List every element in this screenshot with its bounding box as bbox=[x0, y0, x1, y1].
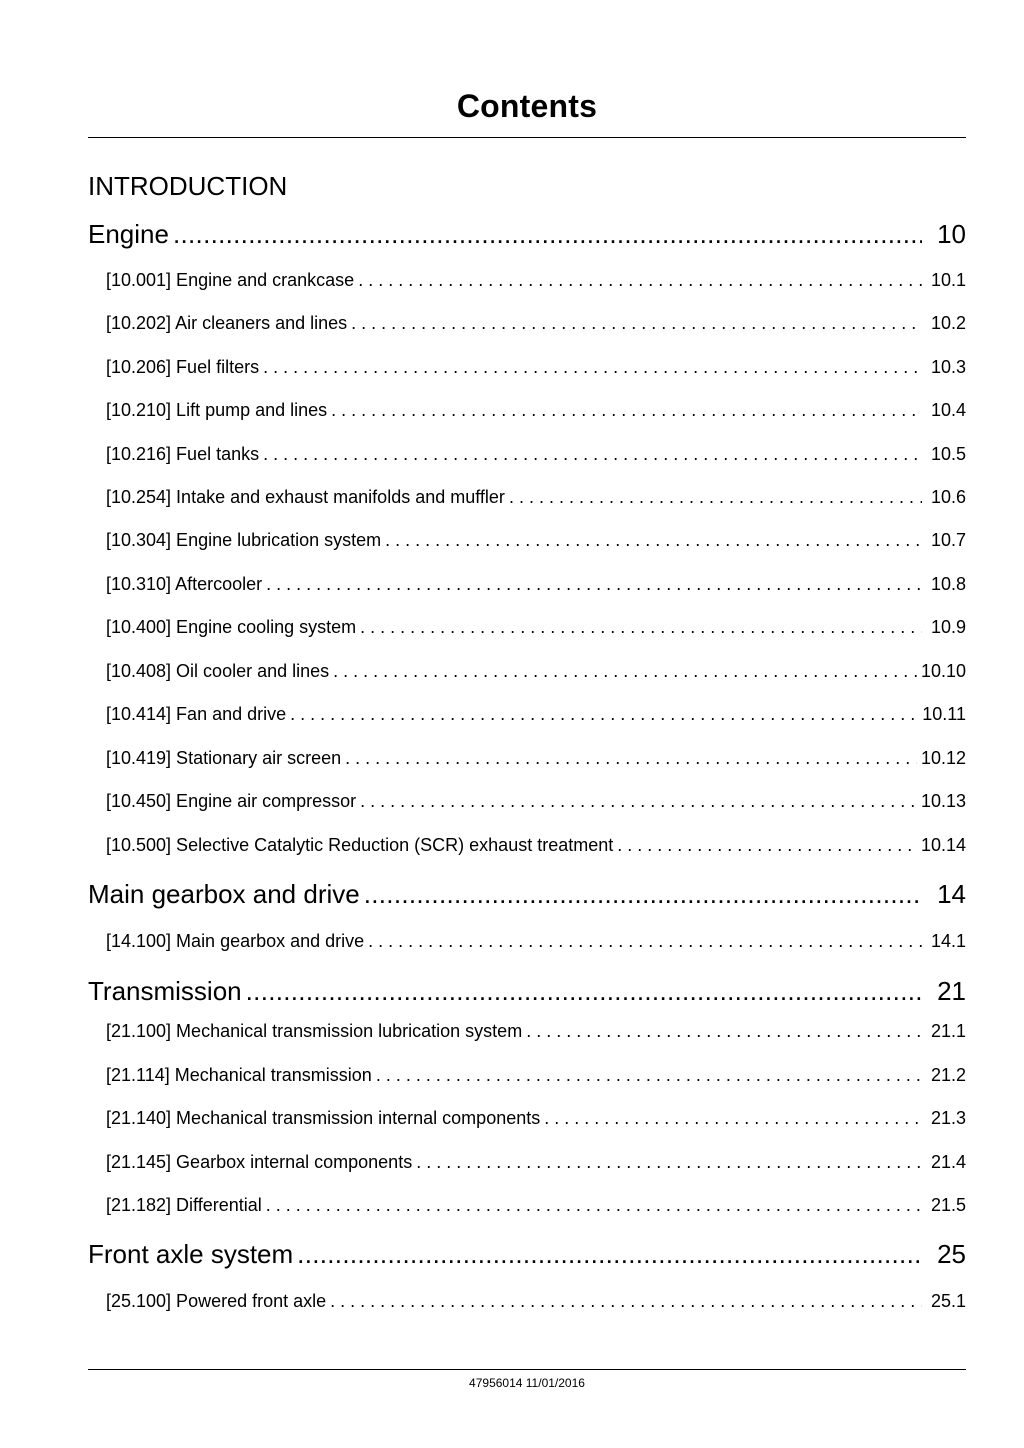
dot-leader bbox=[173, 218, 922, 250]
dot-leader bbox=[246, 975, 922, 1007]
toc-entry-page: 21.2 bbox=[930, 1065, 966, 1085]
toc-entry-page: 10.11 bbox=[922, 704, 966, 724]
toc-entry[interactable] bbox=[106, 790, 966, 812]
toc-entry[interactable] bbox=[106, 1151, 966, 1173]
toc-entry-page: 10.6 bbox=[930, 487, 966, 507]
toc-entry-label: [21.140] Mechanical transmission internal components bbox=[106, 1108, 541, 1128]
footer-rule bbox=[88, 1369, 966, 1370]
dot-leader bbox=[331, 399, 922, 421]
toc-section-page: 21 bbox=[937, 976, 966, 1006]
toc-entry-page: 14.1 bbox=[930, 931, 966, 951]
toc-entry-page: 21.1 bbox=[930, 1021, 966, 1041]
toc-entry-page: 21.3 bbox=[930, 1108, 966, 1128]
toc-entry[interactable] bbox=[106, 573, 966, 595]
toc-entry-label: [21.182] Differential bbox=[106, 1195, 262, 1215]
dot-leader bbox=[376, 1064, 922, 1086]
dot-leader bbox=[360, 790, 917, 812]
dot-leader bbox=[345, 747, 917, 769]
toc-entry-page: 10.4 bbox=[930, 400, 966, 420]
toc-entry[interactable] bbox=[106, 269, 966, 291]
toc-section-page: 10 bbox=[937, 219, 966, 249]
toc-entry-label: [10.206] Fuel filters bbox=[106, 357, 260, 377]
dot-leader bbox=[290, 703, 918, 725]
toc-entry[interactable] bbox=[106, 312, 966, 334]
toc-entry-page: 10.3 bbox=[930, 357, 966, 377]
toc-section-page: 14 bbox=[937, 879, 966, 909]
toc-entry-page: 10.12 bbox=[920, 748, 966, 768]
dot-leader bbox=[266, 1194, 922, 1216]
toc-entry-page: 10.5 bbox=[930, 444, 966, 464]
toc-entry-page: 25.1 bbox=[930, 1291, 966, 1311]
toc-entry[interactable] bbox=[106, 834, 966, 856]
toc-entry-page: 10.8 bbox=[930, 574, 966, 594]
dot-leader bbox=[617, 834, 917, 856]
toc-entry-label: [10.216] Fuel tanks bbox=[106, 444, 260, 464]
toc-entry-label: [21.100] Mechanical transmission lubrication system bbox=[106, 1021, 523, 1041]
page-title: Contents bbox=[456, 88, 598, 124]
toc-entry[interactable] bbox=[106, 356, 966, 378]
toc-section-label: Main gearbox and drive bbox=[88, 879, 360, 909]
toc-entry-page: 10.10 bbox=[920, 661, 966, 681]
toc-section-label: Engine bbox=[88, 219, 169, 249]
toc-entry-page: 21.5 bbox=[930, 1195, 966, 1215]
dot-leader bbox=[351, 312, 922, 334]
toc-section-label: Transmission bbox=[88, 976, 242, 1006]
toc-entry-page: 21.4 bbox=[930, 1152, 966, 1172]
toc-entry-label: [21.145] Gearbox internal components bbox=[106, 1152, 413, 1172]
toc-entry-label: [10.419] Stationary air screen bbox=[106, 748, 342, 768]
toc-entry[interactable] bbox=[106, 443, 966, 465]
toc-entry-label: [14.100] Main gearbox and drive bbox=[106, 931, 365, 951]
dot-leader bbox=[263, 356, 922, 378]
toc-entry-label: [10.500] Selective Catalytic Reduction (SCR) exhaust treatment bbox=[106, 835, 614, 855]
dot-leader bbox=[416, 1151, 922, 1173]
toc-section-transmission[interactable] bbox=[88, 975, 966, 1007]
toc-entry-page: 10.9 bbox=[930, 617, 966, 637]
toc-section-engine[interactable] bbox=[88, 218, 966, 250]
toc-entry-page: 10.1 bbox=[930, 270, 966, 290]
intro-heading: INTRODUCTION bbox=[88, 171, 288, 201]
toc-entry[interactable] bbox=[106, 399, 966, 421]
toc-entry-label: [10.210] Lift pump and lines bbox=[106, 400, 328, 420]
footer-doc-id: 47956014 11/01/2016 bbox=[469, 1376, 585, 1390]
toc-entry-page: 10.13 bbox=[920, 791, 966, 811]
toc-entry[interactable] bbox=[106, 660, 966, 682]
toc-entry-label: [10.304] Engine lubrication system bbox=[106, 530, 382, 550]
toc-section-main-gearbox[interactable] bbox=[88, 878, 966, 910]
title-rule bbox=[88, 137, 966, 138]
toc-entry-page: 10.7 bbox=[930, 530, 966, 550]
dot-leader bbox=[360, 616, 922, 638]
toc-section-front-axle[interactable] bbox=[88, 1238, 966, 1270]
dot-leader bbox=[333, 660, 917, 682]
toc-entry[interactable] bbox=[106, 930, 966, 952]
toc-entry-label: [10.202] Air cleaners and lines bbox=[106, 313, 348, 333]
dot-leader bbox=[385, 529, 922, 551]
toc-entry-page: 10.2 bbox=[930, 313, 966, 333]
toc-entry-label: [25.100] Powered front axle bbox=[106, 1291, 327, 1311]
dot-leader bbox=[364, 878, 922, 910]
dot-leader bbox=[509, 486, 922, 508]
toc-entry[interactable] bbox=[106, 747, 966, 769]
toc-entry-label: [10.254] Intake and exhaust manifolds and muffler bbox=[106, 487, 505, 507]
dot-leader bbox=[544, 1107, 922, 1129]
toc-entry[interactable] bbox=[106, 486, 966, 508]
dot-leader bbox=[330, 1290, 922, 1312]
toc-section-label: Front axle system bbox=[88, 1239, 294, 1269]
toc-entry[interactable] bbox=[106, 616, 966, 638]
dot-leader bbox=[358, 269, 922, 291]
toc-entry[interactable] bbox=[106, 1107, 966, 1129]
toc-entry[interactable] bbox=[106, 703, 966, 725]
toc-entry[interactable] bbox=[106, 529, 966, 551]
toc-entry-label: [10.414] Fan and drive bbox=[106, 704, 287, 724]
toc-entry-label: [10.400] Engine cooling system bbox=[106, 617, 357, 637]
toc-entry[interactable] bbox=[106, 1290, 966, 1312]
toc-section-page: 25 bbox=[937, 1239, 966, 1269]
dot-leader bbox=[266, 573, 922, 595]
toc-entry-label: [10.450] Engine air compressor bbox=[106, 791, 357, 811]
toc-entry[interactable] bbox=[106, 1194, 966, 1216]
toc-entry-label: [10.408] Oil cooler and lines bbox=[106, 661, 330, 681]
toc-entry-page: 10.14 bbox=[920, 835, 966, 855]
toc-entry[interactable] bbox=[106, 1020, 966, 1042]
dot-leader bbox=[263, 443, 922, 465]
dot-leader bbox=[368, 930, 922, 952]
dot-leader bbox=[297, 1238, 922, 1270]
dot-leader bbox=[526, 1020, 922, 1042]
toc-entry[interactable] bbox=[106, 1064, 966, 1086]
toc-entry-label: [10.310] Aftercooler bbox=[106, 574, 263, 594]
toc-entry-label: [21.114] Mechanical transmission bbox=[106, 1065, 372, 1085]
toc-entry-label: [10.001] Engine and crankcase bbox=[106, 270, 355, 290]
